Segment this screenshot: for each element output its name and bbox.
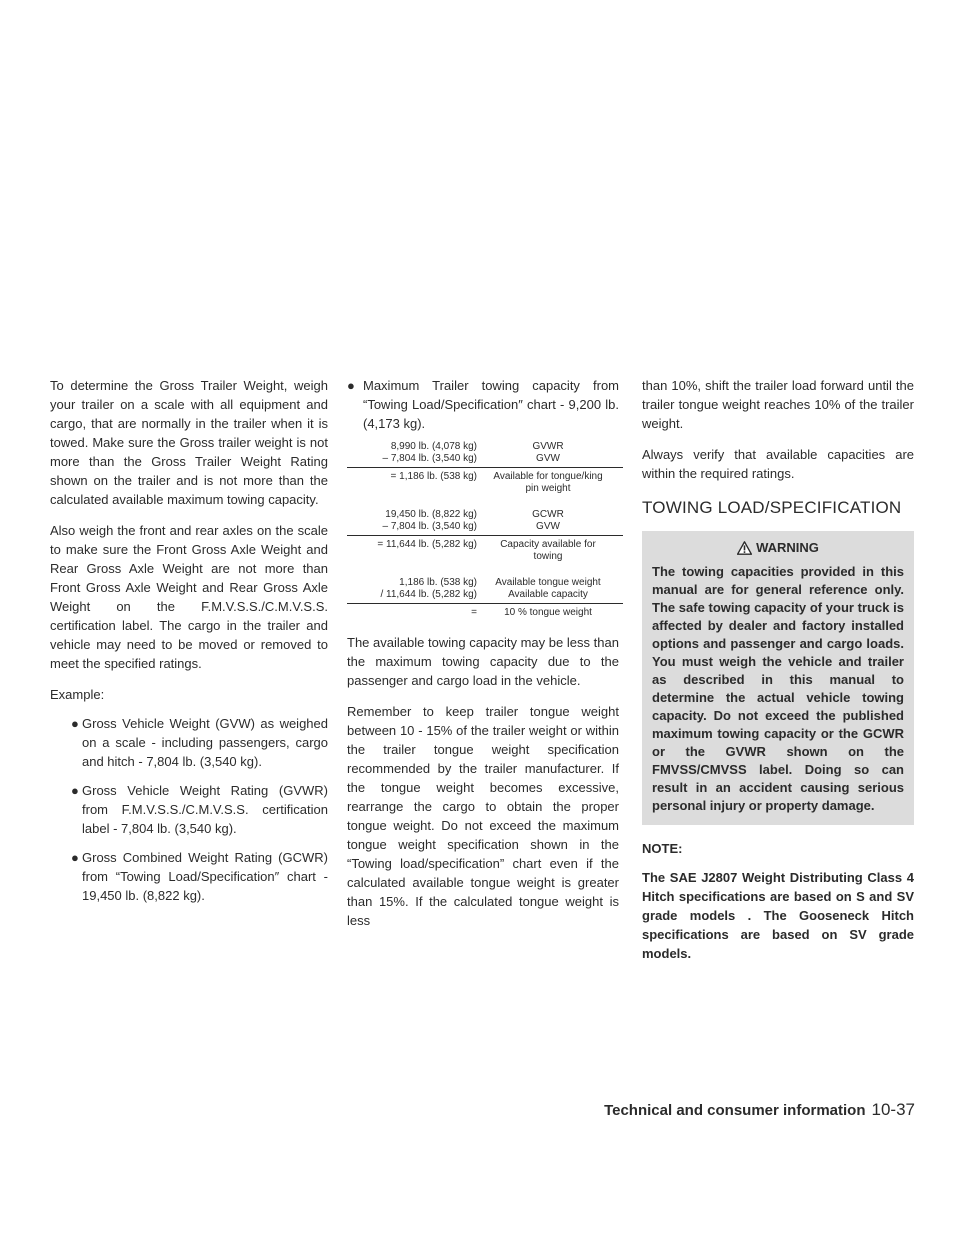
bullet-gcwr: ● Gross Combined Weight Rating (GCWR) from “Towing Load/Specification″ chart - 19,450 lb. (8,822 kg).: [71, 850, 328, 903]
paragraph-verify-ratings: Always verify that available capacities are within the required ratings.: [642, 447, 914, 481]
paragraph-shift-load: than 10%, shift the trailer load forward until the trailer tongue weight reaches 10% of the trailer weight.: [642, 378, 914, 431]
bullet-icon: ●: [71, 850, 79, 865]
column-1: [50, 376, 328, 905]
page-number: 10-37: [871, 1100, 915, 1119]
warning-icon: [737, 541, 752, 555]
capacity-bullet-list: [347, 376, 619, 433]
bullet-icon: ●: [71, 783, 79, 798]
calc-towing-capacity: 19,450 lb. (8,822 kg) GCWR – 7,804 lb. (3,540 kg) GVW = 11,644 lb. (5,282 kg) Capacity available for towing: [347, 509, 619, 563]
paragraph-axle-weights: Also weigh the front and rear axles on the scale to make sure the Front Gross Axle Weight and Rear Gross Axle Weight are not more than Front Gross Axle Weight and Rear Gross Axle Weight on the F.M.V.S.S./C.M.V.S.S. certification label. The cargo in the trailer and vehicle may need to be moved or removed to meet the specified ratings.: [50, 523, 328, 671]
calc-tongue-weight: 8,990 lb. (4,078 kg) GVWR – 7,804 lb. (3,540 kg) GVW = 1,186 lb. (538 kg) Available for tongue/king pin weight: [347, 441, 619, 495]
paragraph-tongue-weight: Remember to keep trailer tongue weight between 10 - 15% of the trailer weight or within the trailer tongue weight specification recommended by the trailer manufacturer. If the tongue weight becomes excessive, rearrange the cargo to obtain the proper tongue weight. Do not exceed the maximum tongue weight specification shown in the “Towing load/specification” chart even if the calculated available tongue weight is greater than 15%. If the calculated tongue weight is less: [347, 704, 619, 928]
example-bullet-list: [50, 714, 328, 905]
example-label: Example:: [50, 687, 105, 702]
footer-section-title: Technical and consumer information: [604, 1102, 866, 1119]
bullet-max-trailer-capacity: ● Maximum Trailer towing capacity from “Towing Load/Specification″ chart - 9,200 lb. (4,173 kg).: [347, 378, 619, 431]
calc-divider: [347, 603, 623, 604]
bullet-icon: ●: [71, 716, 79, 731]
column-2: [347, 376, 619, 930]
warning-title: WARNING: [652, 539, 904, 557]
note-text: The SAE J2807 Weight Distributing Class 4 Hitch specifications are based on S and SV grade models . The Gooseneck Hitch specifications are based on SV grade models.: [642, 870, 914, 961]
bullet-icon: ●: [347, 378, 355, 393]
calc-divider: [347, 467, 623, 468]
warning-box: [642, 531, 914, 825]
note-label: NOTE:: [642, 841, 683, 856]
calculation-table: [347, 441, 619, 619]
column-3: [642, 376, 914, 963]
bullet-gvwr: ● Gross Vehicle Weight Rating (GVWR) from F.M.V.S.S./C.M.V.S.S. certification label - 7,804 lb. (3,540 kg).: [71, 783, 328, 836]
calc-tongue-percent: 1,186 lb. (538 kg) Available tongue weight / 11,644 lb. (5,282 kg) Available capacity = 10 % tongue weight: [347, 577, 619, 619]
paragraph-available-capacity: The available towing capacity may be less than the maximum towing capacity due to the passenger and cargo load in the vehicle.: [347, 635, 619, 688]
page-footer: [604, 1100, 915, 1120]
warning-text: The towing capacities provided in this manual are for general reference only. The safe towing capacity of your truck is affected by dealer and factory installed options and passenger and cargo loads. You must weigh the vehicle and trailer as described in this manual to determine the actual vehicle towing capacity. Do not exceed the published maximum towing capacity or the GCWR or the GVWR shown on the FMVSS/CMVSS label. Doing so can result in an accident causing serious personal injury or property damage.: [652, 564, 904, 813]
calc-divider: [347, 535, 623, 536]
bullet-gvw: ● Gross Vehicle Weight (GVW) as weighed on a scale - including passengers, cargo and hitch - 7,804 lb. (3,540 kg).: [71, 716, 328, 769]
section-heading: TOWING LOAD/SPECIFICATION: [642, 498, 902, 517]
paragraph-gross-trailer-weight: To determine the Gross Trailer Weight, weigh your trailer on a scale with all equipment and cargo, that are normally in the trailer when it is towed. Make sure the Gross trailer weight is not more than the Gross Trailer Weight Rating shown on the trailer and is not more than the calculated available maximum towing capacity.: [50, 378, 328, 507]
